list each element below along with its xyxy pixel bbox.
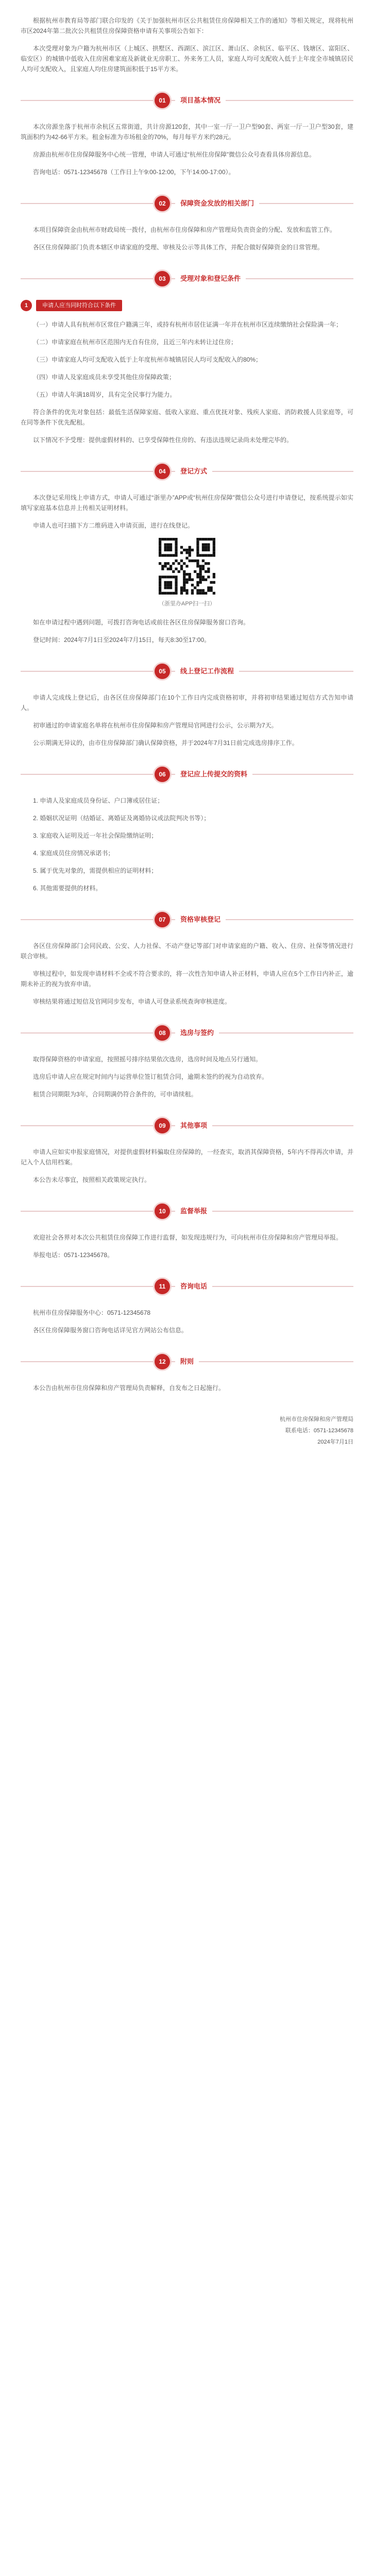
section-title: 线上登记工作流程 [175,666,239,677]
section-title: 监督举报 [175,1206,212,1217]
section-header [21,912,353,927]
section-paragraph: 各区住房保障部门会同民政、公安、人力社保、不动产登记等部门对申请家庭的户籍、收入、住房、社保等情况进行联合审核。 [21,942,353,960]
section-title: 其他事项 [175,1120,212,1131]
section-number-badge: 11 [155,1279,170,1294]
section-07 [21,912,353,1007]
section-header [21,1118,353,1133]
section-number-badge: 09 [155,1118,170,1133]
section-paragraph: 本公告未尽事宜，按照相关政策规定执行。 [33,1176,151,1183]
section-number-badge: 04 [155,464,170,479]
section-paragraph: （一）申请人具有杭州市区常住户籍满三年，或持有杭州市居住证满一年并在杭州市区连续缴纳社会保险满一年； [33,321,343,328]
qr-code-icon[interactable] [159,538,215,595]
section-header [21,196,353,211]
section-title: 保障资金发放的相关部门 [175,198,259,209]
section-title: 项目基本情况 [175,95,226,106]
section-paragraph: 租赁合同期限为3年，合同期满仍符合条件的，可申请续租。 [33,1091,197,1098]
section-paragraph: 本项目保障资金由杭州市财政局统一拨付，由杭州市住房保障和房产管理局负责资金的分配、发放和监管工作。 [33,226,336,233]
section-header [21,1279,353,1294]
section-header [21,271,353,286]
section-02 [21,196,353,252]
section-number-badge: 07 [155,912,170,927]
section-paragraph: 咨询电话：0571-12345678（工作日上午9:00-12:00，下午14:00-17:00）。 [33,168,235,176]
subheading-number: 1 [21,300,32,311]
section-paragraph: 本次房源坐落于杭州市余杭区五常街道，共计房源120套，其中一室一厅一卫户型90套、两室一厅一卫户型30套，建筑面积约为42-66平方米。租金标准为市场租金的70%，每月每平方米约28元。 [21,123,353,141]
section-06 [21,767,353,893]
section-03 [21,271,353,445]
section-number-badge: 06 [155,767,170,782]
section-01 [21,93,353,177]
section-paragraph: 欢迎社会各界对本次公共租赁住房保障工作进行监督，如发现违规行为，可向杭州市住房保障和房产管理局举报。 [33,1234,343,1241]
section-paragraph: （三）申请家庭人均可支配收入低于上年度杭州市城镇居民人均可支配收入的80%； [33,356,262,363]
section-title: 受理对象和登记条件 [175,273,246,284]
section-header [21,1204,353,1219]
section-11 [21,1279,353,1335]
section-paragraph: 申请人也可扫描下方二维码进入申请页面，进行在线登记。 [33,522,194,529]
section-paragraph: 选房后申请人应在规定时间内与运营单位签订租赁合同，逾期未签约的视为自动放弃。 [33,1073,268,1080]
footer-org: 杭州市住房保障和房产管理局 [280,1416,353,1422]
section-paragraph: 3. 家庭收入证明及近一年社会保险缴纳证明； [33,832,158,839]
section-title: 咨询电话 [175,1281,212,1292]
subheading-text: 申请人应当同时符合以下条件 [36,300,122,311]
section-10 [21,1204,353,1260]
section-header [21,1354,353,1369]
section-paragraph: 审核过程中，如发现申请材料不全或不符合要求的，将一次性告知申请人补正材料，申请人应在5个工作日内补正，逾期未补正的视为放弃申请。 [21,970,353,988]
section-paragraph: 1. 申请人及家庭成员身份证、户口簿或居住证； [33,797,164,804]
section-number-badge: 02 [155,196,170,211]
section-title: 登记应上传提交的资料 [175,769,252,780]
footer-contact: 联系电话：0571-12345678 [285,1428,353,1434]
section-paragraph: 各区住房保障部门负责本辖区申请家庭的受理、审核及公示等具体工作，并配合做好保障资金的日常管理。 [33,244,324,251]
section-paragraph: 各区住房保障服务窗口咨询电话详见官方网站公布信息。 [33,1327,188,1334]
footer [21,1414,353,1448]
section-header [21,464,353,479]
qr-caption: （浙里办APP扫一扫） [158,601,215,607]
section-12 [21,1354,353,1393]
section-paragraph: 本公告由杭州市住房保障和房产管理局负责解释，自发布之日起施行。 [33,1384,225,1392]
section-number-badge: 08 [155,1025,170,1041]
section-paragraph: （二）申请家庭在杭州市区范围内无自有住房，且近三年内未转让过住房； [33,338,237,346]
section-number-badge: 05 [155,664,170,679]
section-header [21,93,353,108]
section-paragraph: （五）申请人年满18周岁，具有完全民事行为能力。 [33,391,176,398]
section-paragraph: 本次登记采用线上申请方式，申请人可通过“浙里办”APP或“杭州住房保障”微信公众号进行申请登记，按系统提示如实填写家庭基本信息并上传相关证明材料。 [21,494,353,512]
section-paragraph: 申请人应如实申报家庭情况，对提供虚假材料骗取住房保障的，一经查实，取消其保障资格，5年内不得再次申请，并记入个人信用档案。 [21,1148,353,1166]
section-paragraph: 房源由杭州市住房保障服务中心统一管理，申请人可通过“杭州住房保障”微信公众号查看具体房源信息。 [33,151,315,158]
section-paragraph: 4. 家庭成员住房情况承诺书； [33,850,114,857]
section-paragraph: 初审通过的申请家庭名单将在杭州市住房保障和房产管理局官网进行公示，公示期为7天。 [33,722,278,729]
section-title: 附则 [175,1356,199,1367]
intro [21,0,353,74]
section-paragraph: 杭州市住房保障服务中心：0571-12345678 [33,1309,151,1316]
section-paragraph: 举报电话：0571-12345678。 [33,1251,114,1259]
section-09 [21,1118,353,1185]
section-paragraph: 6. 其他需要提供的材料。 [33,885,102,892]
section-paragraph: 以下情况不予受理：提供虚假材料的、已享受保障性住房的、有违法违规记录尚未处理完毕的。 [33,436,293,444]
section-number-badge: 03 [155,271,170,286]
section-paragraph: 申请人完成线上登记后，由各区住房保障部门在10个工作日内完成资格初审，并将初审结果通过短信方式告知申请人。 [21,694,353,711]
section-paragraph: 取得保障资格的申请家庭，按照摇号排序结果依次选房，选房时间及地点另行通知。 [33,1056,262,1063]
section-header [21,664,353,679]
sections [21,93,353,1393]
section-title: 登记方式 [175,466,212,477]
section-number-badge: 10 [155,1204,170,1219]
section-08 [21,1025,353,1099]
intro-paragraph: 根据杭州市教育局等部门联合印发的《关于加强杭州市区公共租赁住房保障相关工作的通知》等相关规定，现将杭州市区2024年第二批次公共租赁住房保障资格申请有关事项公告如下： [21,17,353,35]
section-number-badge: 12 [155,1354,170,1369]
section-paragraph: （四）申请人及家庭成员未享受其他住房保障政策； [33,374,176,381]
section-05 [21,664,353,748]
section-number-badge: 01 [155,93,170,108]
section-paragraph: 公示期满无异议的，由市住房保障部门确认保障资格，并于2024年7月31日前完成选房排序工作。 [33,739,298,747]
intro-paragraph: 本次受理对象为户籍为杭州市区（上城区、拱墅区、西湖区、滨江区、萧山区、余杭区、临平区、钱塘区、富阳区、临安区）的城镇中低收入住房困难家庭及新就业无房职工、外来务工人员，家庭人均可支配收入低于上年度全市城镇居民人均可支配收入，且家庭人均住房建筑面积低于15平方米。 [21,45,353,73]
section-paragraph: 2. 婚姻状况证明（结婚证、离婚证及离婚协议或法院判决书等）； [33,815,210,822]
section-title: 资格审核登记 [175,914,226,925]
subheading [21,300,353,311]
section-04 [21,464,353,645]
section-header [21,1025,353,1041]
section-paragraph: 5. 属于优先对象的，需提供相应的证明材料； [33,867,158,874]
section-header [21,767,353,782]
footer-date: 2024年7月1日 [317,1439,353,1445]
section-paragraph: 如在申请过程中遇到问题，可拨打咨询电话或前往各区住房保障服务窗口咨询。 [33,619,250,626]
section-paragraph: 登记时间：2024年7月1日至2024年7月15日，每天8:30至17:00。 [33,636,211,643]
section-paragraph: 审核结果将通过短信及官网同步发布，申请人可登录系统查询审核进度。 [33,998,231,1005]
section-paragraph: 符合条件的优先对象包括：最低生活保障家庭、低收入家庭、重点优抚对象、残疾人家庭、消防救援人员家庭等，可在同等条件下优先配租。 [21,409,353,426]
section-title: 选房与签约 [175,1027,219,1039]
